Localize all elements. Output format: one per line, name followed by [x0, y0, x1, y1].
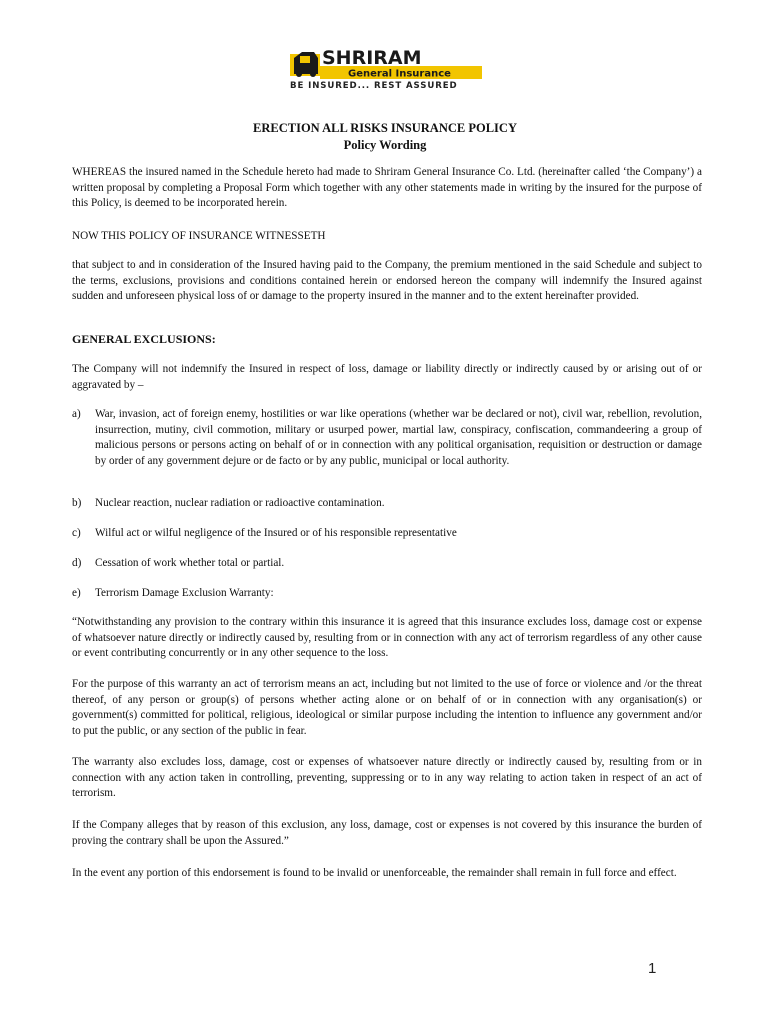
paragraph-notwithstanding: “Notwithstanding any provision to the contrary within this insurance it is agreed that this insurance excludes loss, damage cost or expense of whatsoever nature directly or indirectly caused by, resulting from or in connection with any act of terrorism regardless of any other cause or event contributing concurrently or in any other sequence to the loss.: [72, 616, 702, 660]
paragraph-witnesseth: NOW THIS POLICY OF INSURANCE WITNESSETH: [72, 230, 326, 242]
brand-tagline: BE INSURED... REST ASSURED: [290, 81, 458, 91]
exclusion-label: c): [72, 527, 81, 539]
exclusion-text: Nuclear reaction, nuclear radiation or radioactive contamination.: [95, 497, 385, 509]
exclusion-item: [72, 556, 702, 572]
exclusion-label: e): [72, 587, 81, 599]
exclusion-label: b): [72, 497, 82, 509]
exclusion-text: War, invasion, act of foreign enemy, hostilities or war like operations (whether war be declared or not), civil war, rebellion, revolution, insurrection, mutiny, civil commotion, military or usurped power, martial law, conspiracy, confiscation, commandeering a group of malicious persons or persons acting on behalf of or in connection with any political organisation, requisition or destruction or damage by order of any government dejure or de facto or by any public, municipal or local authority.: [95, 408, 702, 467]
exclusion-label: d): [72, 557, 82, 569]
exclusion-item: [72, 586, 702, 602]
exclusion-text: Cessation of work whether total or partial.: [95, 557, 285, 569]
general-exclusions-heading: GENERAL EXCLUSIONS:: [72, 332, 216, 346]
exclusion-item: [72, 526, 702, 542]
exclusion-item: [72, 407, 702, 469]
paragraph-exclusions-intro: The Company will not indemnify the Insured in respect of loss, damage or liability directly or indirectly caused by or arising out of or aggravated by –: [72, 363, 702, 391]
logo-subline: General Insurance: [348, 68, 451, 80]
exclusion-item: [72, 496, 702, 512]
document-subtitle: Policy Wording: [343, 138, 427, 152]
exclusion-text: Wilful act or wilful negligence of the Insured or of his responsible representative: [95, 527, 457, 539]
page-number: 1: [648, 960, 657, 977]
paragraph-subject: that subject to and in consideration of the Insured having paid to the Company, the premium mentioned in the said Schedule and subject to the terms, exclusions, provisions and conditions contained herein or endorsed hereon the company will indemnify the Insured against sudden and unforeseen physical loss of or damage to the property insured in the manner and to the extent hereinafter provided.: [72, 259, 702, 303]
paragraph-warranty: The warranty also excludes loss, damage, cost or expenses of whatsoever nature directly or indirectly caused by, resulting from or in connection with any action taken in controlling, preventing, suppressing or to in any way relating to action taken in respect of an act of terrorism.: [72, 756, 702, 800]
paragraph-alleges: If the Company alleges that by reason of this exclusion, any loss, damage, cost or expenses is not covered by this insurance the burden of proving the contrary shall be upon the Assured.”: [72, 819, 702, 847]
document-title: ERECTION ALL RISKS INSURANCE POLICY: [253, 121, 517, 135]
logo-wordmark: SHRIRAM: [322, 47, 422, 69]
paragraph-purpose: For the purpose of this warranty an act of terrorism means an act, including but not limited to the use of force or violence and /or the threat thereof, of any person or group(s) of persons whether acting alone or on behalf of or in connection with any organisation(s) or government(s) committed for political, religious, ideological or similar purpose including the intention to influence any government and/or to put the public, or any section of the public in fear.: [72, 678, 702, 737]
paragraph-event: In the event any portion of this endorsement is found to be invalid or unenforceable, the remainder shall remain in full force and effect.: [72, 867, 677, 879]
paragraph-whereas: WHEREAS the insured named in the Schedule hereto had made to Shriram General Insurance Co. Ltd. (hereinafter called ‘the Company’) a written proposal by completing a Proposal Form which together with any other statements made in writing by the insured for the purpose of this Policy, is deemed to be incorporated herein.: [72, 166, 702, 210]
exclusion-text: Terrorism Damage Exclusion Warranty:: [95, 587, 274, 599]
exclusion-label: a): [72, 408, 81, 420]
